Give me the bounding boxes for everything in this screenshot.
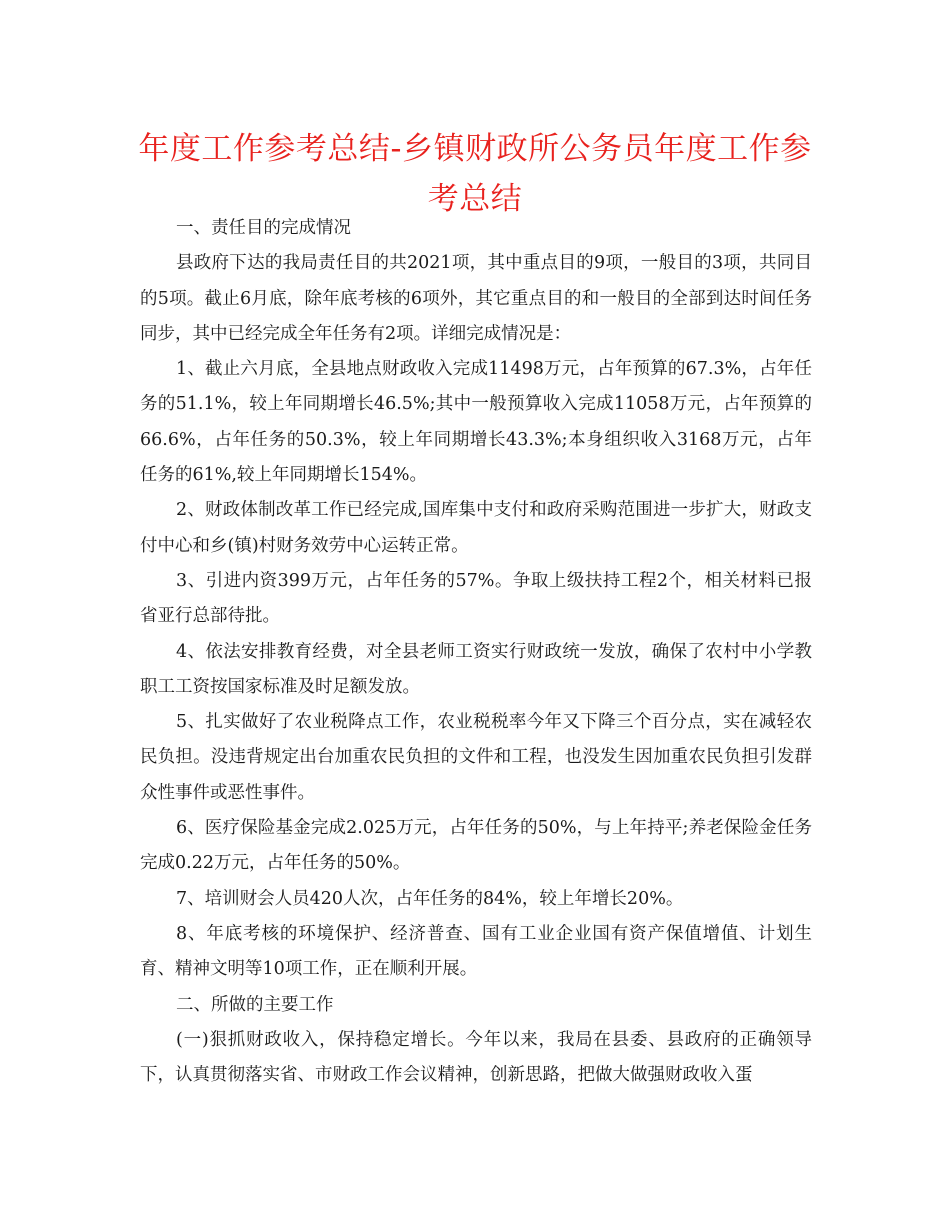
paragraph-intro: 县政府下达的我局责任目的共2021项，其中重点目的9项，一般目的3项，共同目的5项。截止6月底，除年底考核的6项外，其它重点目的和一般目的全部到达时间任务同步，其中已经完成全年任务有2项。详细完成情况是： bbox=[140, 253, 812, 344]
document-body bbox=[140, 211, 812, 1093]
paragraph-item-8: 8、年底考核的环境保护、经济普查、国有工业企业国有资产保值增值、计划生育、精神文明等10项工作，正在顺利开展。 bbox=[140, 923, 812, 980]
paragraph-item-1: 1、截止六月底，全县地点财政收入完成11498万元，占年预算的67.3%，占年任务的51.1%，较上年同期增长46.5%;其中一般预算收入完成11058万元，占年预算的66.6%，占年任务的50.3%，较上年同期增长43.3%;本身组织收入3168万元，占年任务的61%,较上年同期增长154%。 bbox=[140, 359, 812, 486]
section-heading-1: 一、责任目的完成情况 bbox=[176, 218, 351, 238]
paragraph-work-1: (一)狠抓财政收入，保持稳定增长。今年以来，我局在县委、县政府的正确领导下，认真贯彻落实省、市财政工作会议精神，创新思路，把做大做强财政收入蛋 bbox=[140, 1029, 812, 1086]
paragraph-item-3: 3、引进内资399万元，占年任务的57%。争取上级扶持工程2个，相关材料已报省亚行总部待批。 bbox=[140, 570, 812, 627]
document-title bbox=[120, 124, 830, 224]
paragraph-item-7: 7、培训财会人员420人次，占年任务的84%，较上年增长20%。 bbox=[176, 888, 684, 909]
section-heading-2: 二、所做的主要工作 bbox=[176, 994, 334, 1015]
title-line-1: 年度工作参考总结-乡镇财政所公务员年度工作参 bbox=[138, 131, 812, 167]
paragraph-item-2: 2、财政体制改革工作已经完成,国库集中支付和政府采购范围进一步扩大，财政支付中心和乡(镇)村财务效劳中心运转正常。 bbox=[140, 500, 812, 556]
paragraph-item-6: 6、医疗保险基金完成2.025万元，占年任务的50%，与上年持平;养老保险金任务完成0.22万元，占年任务的50%。 bbox=[140, 818, 812, 874]
paragraph-item-5: 5、扎实做好了农业税降点工作，农业税税率今年又下降三个百分点，实在减轻农民负担。没违背规定出台加重农民负担的文件和工程，也没发生因加重农民负担引发群众性事件或恶性事件。 bbox=[140, 712, 812, 803]
title-line-2: 考总结 bbox=[427, 181, 523, 217]
paragraph-item-4: 4、依法安排教育经费，对全县老师工资实行财政统一发放，确保了农村中小学教职工工资按国家标准及时足额发放。 bbox=[140, 641, 812, 697]
